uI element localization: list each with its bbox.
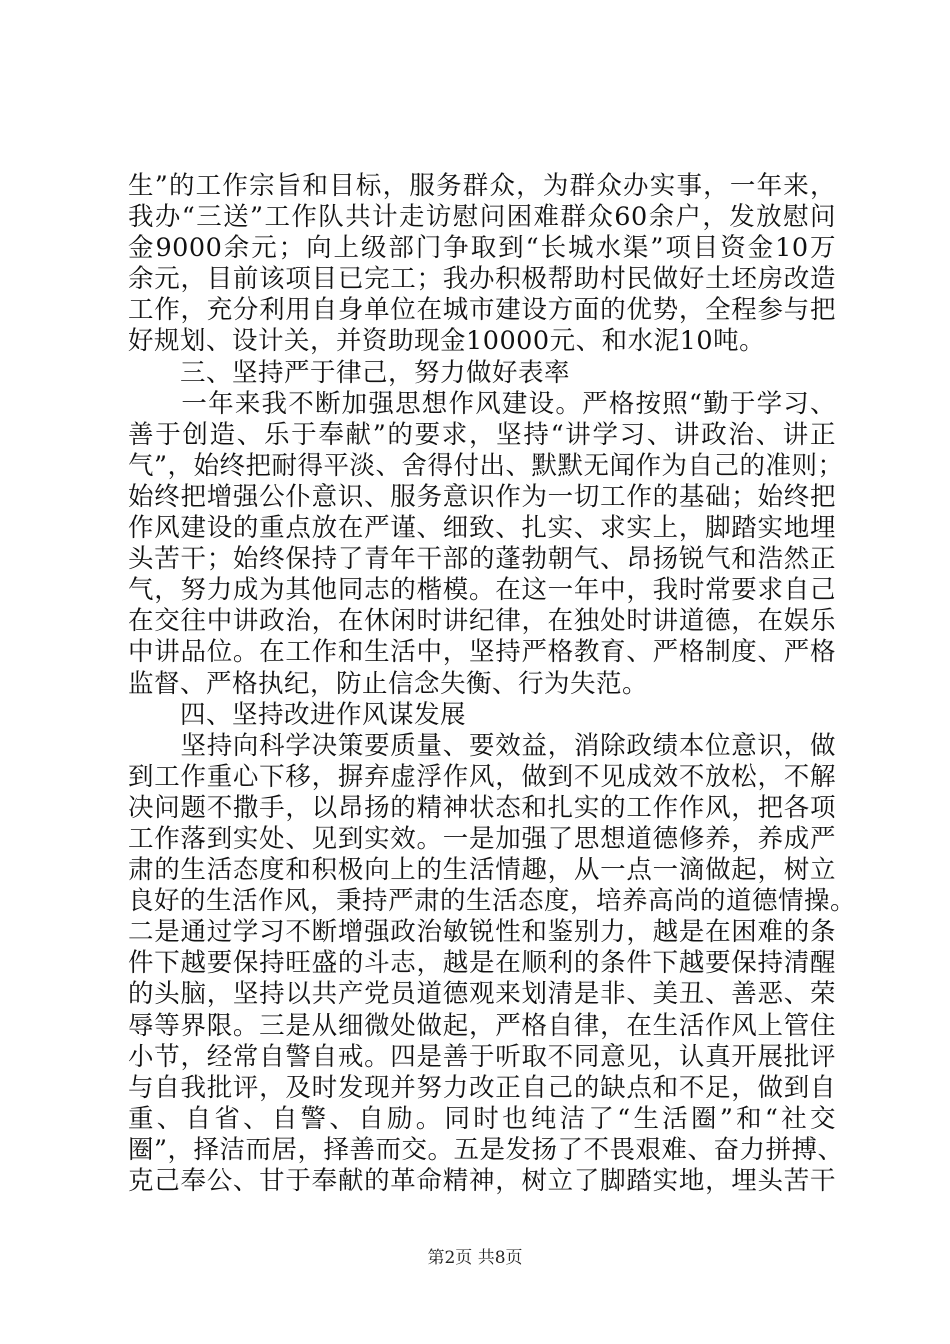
text-line: 小节，经常自警自戒。四是善于听取不同意见，认真开展批评 <box>128 1041 836 1072</box>
text-line: 二是通过学习不断增强政治敏锐性和鉴别力，越是在困难的条 <box>128 917 836 948</box>
text-line: 中讲品位。在工作和生活中，坚持严格教育、严格制度、严格 <box>128 637 836 668</box>
text-line: 工作，充分利用自身单位在城市建设方面的优势，全程参与把 <box>128 295 836 326</box>
text-line: 到工作重心下移，摒弃虚浮作风，做到不见成效不放松，不解 <box>128 761 836 792</box>
text-line: 头苦干；始终保持了青年干部的蓬勃朝气、昂扬锐气和浩然正 <box>128 544 836 575</box>
text-line: 监督、严格执纪，防止信念失衡、行为失范。 <box>128 668 649 699</box>
text-line: 余元，目前该项目已完工；我办积极帮助村民做好土坯房改造 <box>128 264 836 295</box>
text-line: 克己奉公、甘于奉献的革命精神，树立了脚踏实地，埋头苦干 <box>128 1166 836 1196</box>
document-body <box>128 171 857 1197</box>
text-line: 三、坚持严于律己，努力做好表率 <box>128 357 571 388</box>
text-line: 生”的工作宗旨和目标，服务群众，为群众办实事，一年来， <box>128 171 836 201</box>
text-line: 与自我批评，及时发现并努力改正自己的缺点和不足，做到自 <box>128 1072 836 1103</box>
text-line: 重、自省、自警、自励。同时也纯洁了“生活圈”和“社交 <box>128 1103 836 1134</box>
text-line: 气，努力成为其他同志的楷模。在这一年中，我时常要求自己 <box>128 575 836 606</box>
text-line: 好规划、设计关，并资助现金10000元、和水泥10吨。 <box>128 326 766 357</box>
text-line: 决问题不撒手，以昂扬的精神状态和扎实的工作作风，把各项 <box>128 792 836 823</box>
page-footer: 第2页 共8页 <box>427 1248 523 1268</box>
text-line: 始终把增强公仆意识、服务意识作为一切工作的基础；始终把 <box>128 481 836 512</box>
text-line: 良好的生活作风，秉持严肃的生活态度，培养高尚的道德情操。 <box>128 886 857 917</box>
text-line: 一年来我不断加强思想作风建设。严格按照“勤于学习、 <box>128 388 836 419</box>
text-line: 肃的生活态度和积极向上的生活情趣，从一点一滴做起，树立 <box>128 855 836 886</box>
text-line: 辱等界限。三是从细微处做起，严格自律，在生活作风上管住 <box>128 1010 836 1041</box>
text-line: 在交往中讲政治，在休闲时讲纪律，在独处时讲道德，在娱乐 <box>128 606 836 637</box>
text-line: 作风建设的重点放在严谨、细致、扎实、求实上，脚踏实地埋 <box>128 513 836 544</box>
text-line: 金9000余元；向上级部门争取到“长城水渠”项目资金10万 <box>128 233 836 264</box>
text-line: 件下越要保持旺盛的斗志，越是在顺利的条件下越要保持清醒 <box>128 948 836 979</box>
text-line: 坚持向科学决策要质量、要效益，消除政绩本位意识，做 <box>128 730 836 761</box>
text-line: 四、坚持改进作风谋发展 <box>128 699 467 730</box>
text-line: 气”，始终把耐得平淡、舍得付出、默默无闻作为自己的准则； <box>128 450 844 481</box>
text-line: 善于创造、乐于奉献”的要求，坚持“讲学习、讲政治、讲正 <box>128 419 836 450</box>
text-line: 我办“三送”工作队共计走访慰问困难群众60余户，发放慰问 <box>128 202 836 233</box>
text-line: 的头脑，坚持以共产党员道德观来划清是非、美丑、善恶、荣 <box>128 979 836 1010</box>
text-line: 圈”，择洁而居，择善而交。五是发扬了不畏艰难、奋力拼搏、 <box>128 1134 844 1165</box>
text-line: 工作落到实处、见到实效。一是加强了思想道德修养，养成严 <box>128 823 836 854</box>
